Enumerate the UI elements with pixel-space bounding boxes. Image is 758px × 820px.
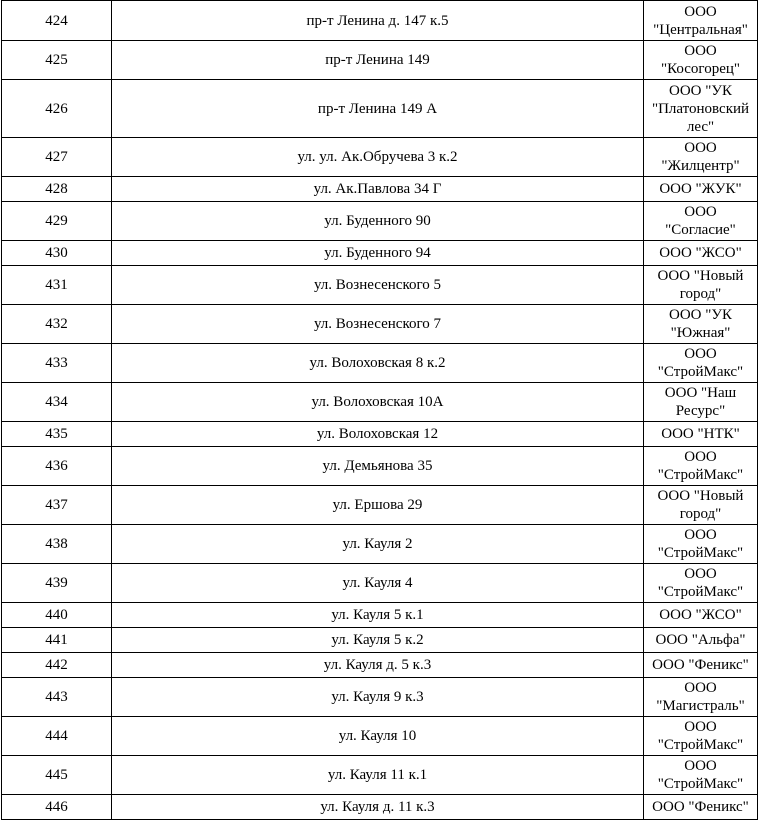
table-row bbox=[2, 177, 758, 202]
table-row bbox=[2, 1, 758, 41]
row-address: ул. Кауля д. 5 к.3 bbox=[112, 653, 644, 678]
row-organization: ООО "Согласие" bbox=[644, 202, 758, 241]
table-body bbox=[2, 1, 758, 820]
row-organization: ООО "СтройМакс" bbox=[644, 525, 758, 564]
row-address: ул. Кауля 4 bbox=[112, 564, 644, 603]
row-organization: ООО "НТК" bbox=[644, 422, 758, 447]
row-organization: ООО "ЖУК" bbox=[644, 177, 758, 202]
row-number: 426 bbox=[2, 80, 112, 138]
row-organization: ООО "СтройМакс" bbox=[644, 717, 758, 756]
row-number: 439 bbox=[2, 564, 112, 603]
table-row bbox=[2, 202, 758, 241]
row-address: ул. Вознесенского 5 bbox=[112, 266, 644, 305]
row-number: 437 bbox=[2, 486, 112, 525]
row-address: ул. Кауля д. 11 к.3 bbox=[112, 795, 644, 820]
row-organization: ООО "СтройМакс" bbox=[644, 756, 758, 795]
row-number: 434 bbox=[2, 383, 112, 422]
row-number: 425 bbox=[2, 41, 112, 80]
row-number: 436 bbox=[2, 447, 112, 486]
row-number: 424 bbox=[2, 1, 112, 41]
table-row bbox=[2, 756, 758, 795]
table-row bbox=[2, 628, 758, 653]
table-row bbox=[2, 241, 758, 266]
table-row bbox=[2, 486, 758, 525]
row-address: ул. Ершова 29 bbox=[112, 486, 644, 525]
table-row bbox=[2, 603, 758, 628]
row-number: 429 bbox=[2, 202, 112, 241]
row-organization: ООО "Новый город" bbox=[644, 266, 758, 305]
row-address: ул. Волоховская 12 bbox=[112, 422, 644, 447]
row-organization: ООО "Альфа" bbox=[644, 628, 758, 653]
addresses-table bbox=[1, 0, 758, 820]
table-row bbox=[2, 266, 758, 305]
row-organization: ООО "СтройМакс" bbox=[644, 447, 758, 486]
row-number: 443 bbox=[2, 678, 112, 717]
row-organization: ООО "УК "Южная" bbox=[644, 305, 758, 344]
table-row bbox=[2, 41, 758, 80]
row-address: ул. Демьянова 35 bbox=[112, 447, 644, 486]
row-address: ул. Кауля 11 к.1 bbox=[112, 756, 644, 795]
row-address: пр-т Ленина 149 А bbox=[112, 80, 644, 138]
table-row bbox=[2, 138, 758, 177]
row-number: 433 bbox=[2, 344, 112, 383]
row-address: ул. Вознесенского 7 bbox=[112, 305, 644, 344]
row-organization: ООО "Феникс" bbox=[644, 795, 758, 820]
table-row bbox=[2, 422, 758, 447]
row-organization: ООО "УК "Платоновский лес" bbox=[644, 80, 758, 138]
row-address: ул. Ак.Павлова 34 Г bbox=[112, 177, 644, 202]
table-row bbox=[2, 717, 758, 756]
table-row bbox=[2, 564, 758, 603]
row-organization: ООО "Центральная" bbox=[644, 1, 758, 41]
row-address: пр-т Ленина д. 147 к.5 bbox=[112, 1, 644, 41]
row-number: 444 bbox=[2, 717, 112, 756]
table-row bbox=[2, 525, 758, 564]
row-address: ул. Волоховская 10А bbox=[112, 383, 644, 422]
row-organization: ООО "Феникс" bbox=[644, 653, 758, 678]
row-number: 438 bbox=[2, 525, 112, 564]
table-row bbox=[2, 678, 758, 717]
table-row bbox=[2, 80, 758, 138]
row-organization: ООО "СтройМакс" bbox=[644, 344, 758, 383]
row-address: ул. Кауля 5 к.2 bbox=[112, 628, 644, 653]
row-number: 441 bbox=[2, 628, 112, 653]
table-row bbox=[2, 653, 758, 678]
row-address: ул. Кауля 5 к.1 bbox=[112, 603, 644, 628]
row-number: 440 bbox=[2, 603, 112, 628]
row-address: ул. Волоховская 8 к.2 bbox=[112, 344, 644, 383]
row-organization: ООО "ЖСО" bbox=[644, 603, 758, 628]
row-number: 430 bbox=[2, 241, 112, 266]
row-address: пр-т Ленина 149 bbox=[112, 41, 644, 80]
row-address: ул. Кауля 10 bbox=[112, 717, 644, 756]
row-organization: ООО "ЖСО" bbox=[644, 241, 758, 266]
table-row bbox=[2, 383, 758, 422]
row-number: 442 bbox=[2, 653, 112, 678]
table-row bbox=[2, 447, 758, 486]
row-address: ул. ул. Ак.Обручева 3 к.2 bbox=[112, 138, 644, 177]
table-row bbox=[2, 344, 758, 383]
row-organization: ООО "СтройМакс" bbox=[644, 564, 758, 603]
row-address: ул. Кауля 9 к.3 bbox=[112, 678, 644, 717]
row-number: 445 bbox=[2, 756, 112, 795]
row-organization: ООО "Новый город" bbox=[644, 486, 758, 525]
row-number: 432 bbox=[2, 305, 112, 344]
row-address: ул. Кауля 2 bbox=[112, 525, 644, 564]
table-row bbox=[2, 795, 758, 820]
row-number: 428 bbox=[2, 177, 112, 202]
row-organization: ООО "Косогорец" bbox=[644, 41, 758, 80]
table-row bbox=[2, 305, 758, 344]
row-organization: ООО "Наш Ресурс" bbox=[644, 383, 758, 422]
row-number: 427 bbox=[2, 138, 112, 177]
row-address: ул. Буденного 94 bbox=[112, 241, 644, 266]
row-organization: ООО "Магистраль" bbox=[644, 678, 758, 717]
row-number: 431 bbox=[2, 266, 112, 305]
row-number: 435 bbox=[2, 422, 112, 447]
row-number: 446 bbox=[2, 795, 112, 820]
row-address: ул. Буденного 90 bbox=[112, 202, 644, 241]
row-organization: ООО "Жилцентр" bbox=[644, 138, 758, 177]
